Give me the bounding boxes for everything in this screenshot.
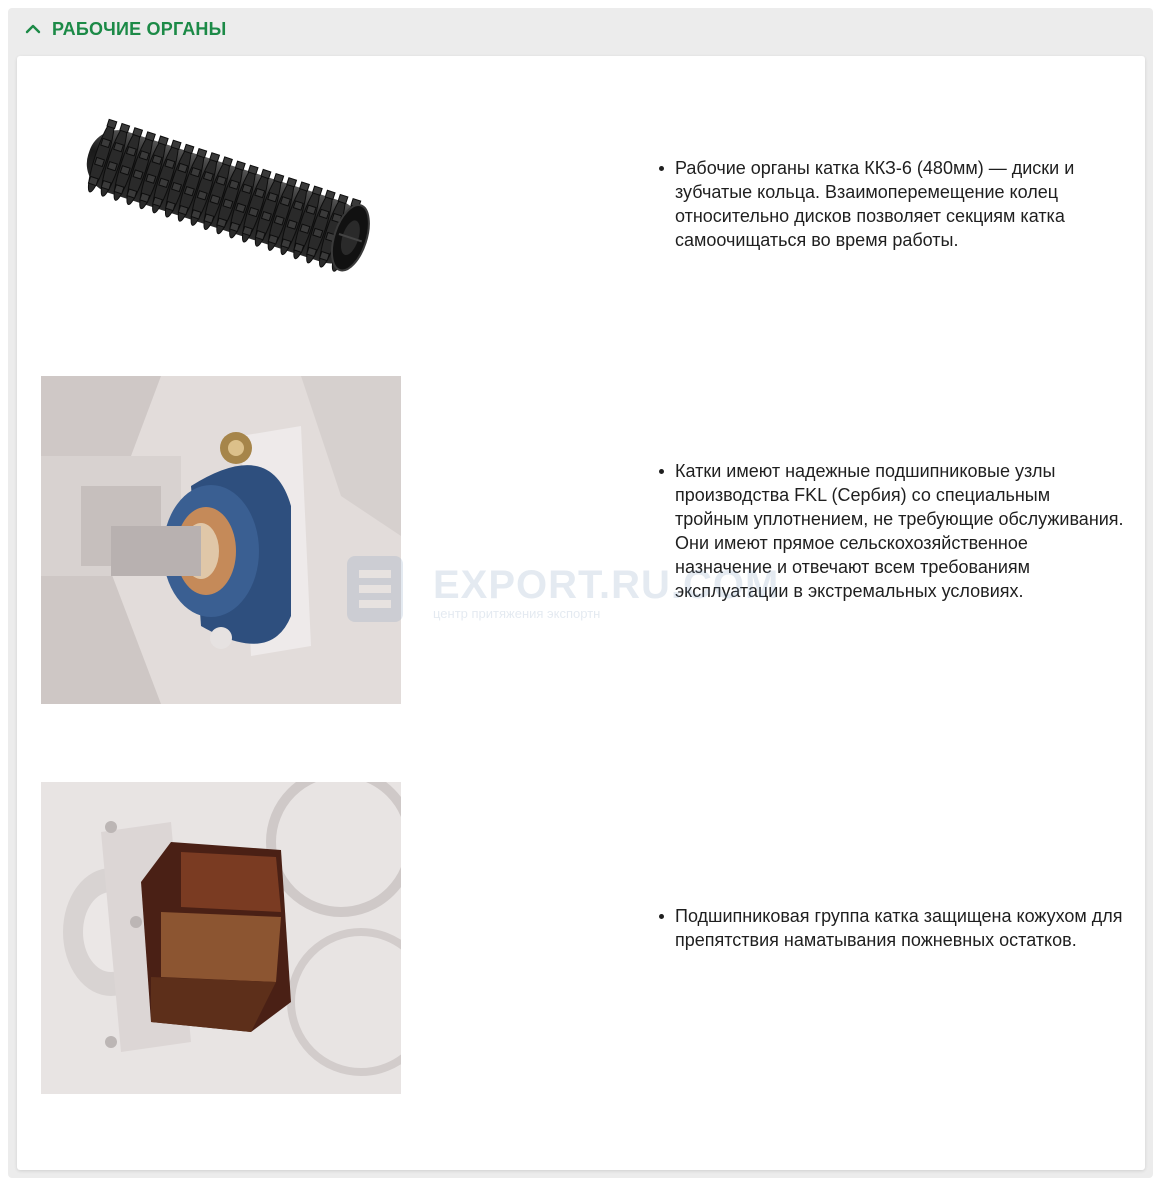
accordion-content — [17, 56, 1145, 1170]
accordion-panel — [8, 8, 1153, 1178]
list-item: Подшипниковая группа катка защищена кожухом для препятствия наматывания пожневных остатков. — [657, 904, 1127, 952]
item-description-3 — [657, 904, 1127, 952]
watermark-sub: центр притяжения экспортн — [433, 605, 601, 621]
list-item: Рабочие органы катка ККЗ-6 (480мм) — диски и зубчатые кольца. Взаимоперемещение колец относительно дисков позволяет секциям катка самоочищаться во время работы. — [657, 156, 1127, 252]
bearing-unit-image — [41, 376, 401, 704]
accordion-header[interactable] — [8, 8, 1153, 50]
bearing-cover-image — [41, 782, 401, 1094]
watermark-main: EXPORT.RU.COM — [433, 562, 780, 607]
roller-disc-section-image — [57, 96, 387, 296]
list-item: Катки имеют надежные подшипниковые узлы производства FKL (Сербия) со специальным тройным уплотнением, не требующие обслуживания. Они имеют прямое сельскохозяйственное назначение и отвечают всем требованиям эксплуатации в экстремальных условиях. — [657, 459, 1127, 603]
accordion-title: РАБОЧИЕ ОРГАНЫ — [52, 18, 227, 39]
item-description-2 — [657, 459, 1127, 603]
item-description-1 — [657, 156, 1127, 252]
chevron-up-icon[interactable] — [22, 18, 44, 40]
